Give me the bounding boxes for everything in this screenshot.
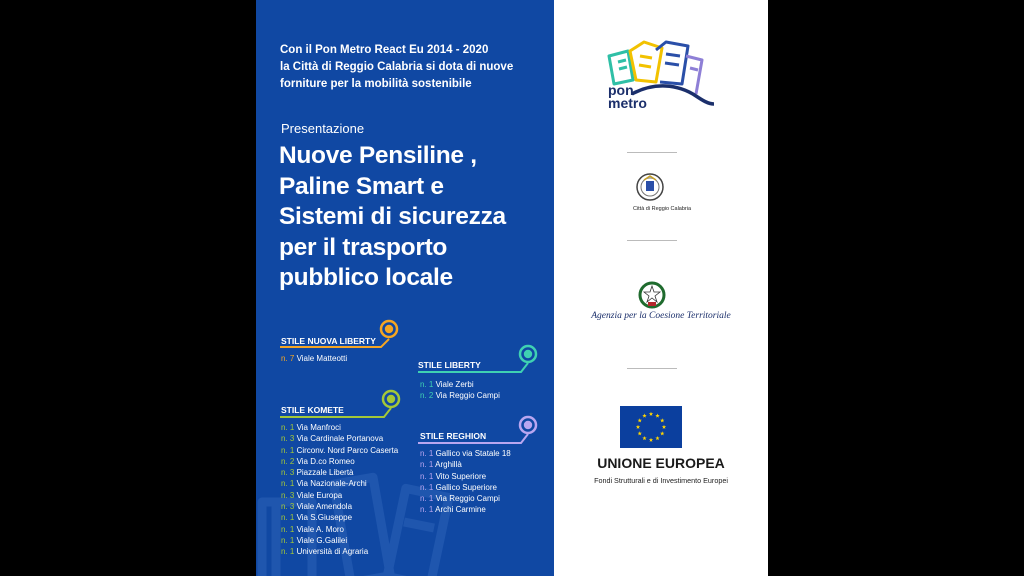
item-count: n. 2 xyxy=(281,456,295,466)
list-item xyxy=(281,490,398,501)
item-street: Via D.co Romeo xyxy=(294,456,355,466)
list-item xyxy=(281,456,398,467)
list-item xyxy=(420,448,511,459)
item-street: Via Reggio Campi xyxy=(433,494,500,504)
pon-metro-logo xyxy=(604,38,716,112)
item-count: n. 1 xyxy=(281,513,295,523)
item-street: Circonv. Nord Parco Caserta xyxy=(294,445,399,455)
item-street: Vito Superiore xyxy=(433,471,487,481)
item-street: Viale Matteotti xyxy=(294,354,348,363)
item-street: Archi Carmine xyxy=(433,505,486,515)
pon-metro-logo-line2: metro xyxy=(608,95,647,111)
list-item xyxy=(281,353,347,364)
list-komete xyxy=(281,422,398,558)
item-count: n. 7 xyxy=(281,354,295,363)
intro-line: forniture per la mobilità sostenibile xyxy=(280,78,472,90)
item-street: Viale Europa xyxy=(294,490,343,500)
item-street: Via Manfroci xyxy=(294,423,341,432)
list-item xyxy=(420,390,500,401)
item-street: Viale G.Galilei xyxy=(294,535,348,545)
item-count: n. 1 xyxy=(281,547,295,557)
item-count: n. 3 xyxy=(281,490,295,500)
item-count: n. 3 xyxy=(281,468,295,478)
item-street: Università di Agraria xyxy=(294,547,369,557)
item-count: n. 1 xyxy=(420,482,434,492)
list-reghion xyxy=(420,448,511,516)
item-street: Via Nazionale-Archi xyxy=(294,479,367,489)
item-count: n. 1 xyxy=(281,535,295,545)
list-item xyxy=(420,459,511,470)
item-street: Viale A. Moro xyxy=(294,524,344,534)
item-street: Via S.Giuseppe xyxy=(294,513,353,523)
list-item xyxy=(281,433,398,444)
eu-flag xyxy=(620,406,682,448)
logo-panel xyxy=(554,0,768,576)
list-item xyxy=(420,471,511,482)
reggio-caption: Città di Reggio Calabria xyxy=(632,206,692,212)
item-count: n. 3 xyxy=(281,434,295,444)
title-line: per il trasporto xyxy=(279,233,448,261)
item-street: Via Reggio Campi xyxy=(433,391,500,401)
list-item xyxy=(420,379,500,390)
intro-line: la Città di Reggio Calabria si dota di nuove xyxy=(280,61,514,73)
item-count: n. 1 xyxy=(420,449,434,458)
title-line: Paline Smart e xyxy=(279,172,444,200)
item-count: n. 1 xyxy=(420,505,434,515)
list-item xyxy=(420,504,511,515)
item-street: Viale Amendola xyxy=(294,502,353,512)
item-count: n. 1 xyxy=(420,494,434,504)
right-letterbox xyxy=(768,0,1024,576)
intro-line: Con il Pon Metro React Eu 2014 - 2020 xyxy=(280,44,489,56)
item-count: n. 1 xyxy=(420,460,434,470)
title-line: pubblico locale xyxy=(279,264,453,291)
ue-title: UNIONE EUROPEA xyxy=(597,455,725,471)
list-item xyxy=(420,482,511,493)
item-count: n. 1 xyxy=(281,524,295,534)
logo-divider xyxy=(627,152,677,153)
title-line: Nuove Pensiline , xyxy=(279,142,477,169)
ue-subtitle: Fondi Strutturali e di Investimento Europei xyxy=(594,476,728,485)
pon-metro-logo-line1: pon xyxy=(608,82,634,98)
item-count: n. 1 xyxy=(420,380,434,389)
section-title-nuova-liberty: STILE NUOVA LIBERTY xyxy=(281,336,376,346)
list-item xyxy=(420,493,511,504)
item-count: n. 3 xyxy=(281,502,295,512)
list-item xyxy=(281,467,398,478)
info-panel xyxy=(256,0,554,576)
italian-republic-emblem xyxy=(638,281,666,309)
item-street: Via Cardinale Portanova xyxy=(294,434,384,444)
city-coat-of-arms xyxy=(633,172,667,202)
list-item xyxy=(281,524,398,535)
logo-divider xyxy=(627,240,677,241)
section-title-liberty: STILE LIBERTY xyxy=(418,360,481,370)
item-count: n. 2 xyxy=(420,391,434,401)
item-street: Piazzale Libertà xyxy=(294,468,354,478)
list-item xyxy=(281,512,398,523)
title-line: Sistemi di sicurezza xyxy=(279,203,506,230)
list-nuova-liberty xyxy=(281,353,347,364)
list-liberty xyxy=(420,379,500,402)
item-street: Gallico Superiore xyxy=(433,482,497,492)
agenzia-caption: Agenzia per la Coesione Territoriale xyxy=(591,311,731,321)
list-item xyxy=(281,422,398,433)
list-item xyxy=(281,535,398,546)
logo-divider xyxy=(627,368,677,369)
item-count: n. 1 xyxy=(420,471,434,481)
item-street: Gallico via Statale 18 xyxy=(433,449,511,458)
presentation-label: Presentazione xyxy=(281,121,365,136)
item-count: n. 1 xyxy=(281,423,295,432)
section-title-reghion: STILE REGHION xyxy=(420,431,487,441)
left-letterbox xyxy=(0,0,256,576)
list-item xyxy=(281,445,398,456)
list-item xyxy=(281,478,398,489)
section-title-komete: STILE KOMETE xyxy=(281,405,344,415)
item-street: Viale Zerbi xyxy=(433,380,474,389)
list-item xyxy=(281,546,398,557)
item-count: n. 1 xyxy=(281,445,295,455)
item-count: n. 1 xyxy=(281,479,295,489)
item-street: Arghillà xyxy=(433,460,462,470)
list-item xyxy=(281,501,398,512)
